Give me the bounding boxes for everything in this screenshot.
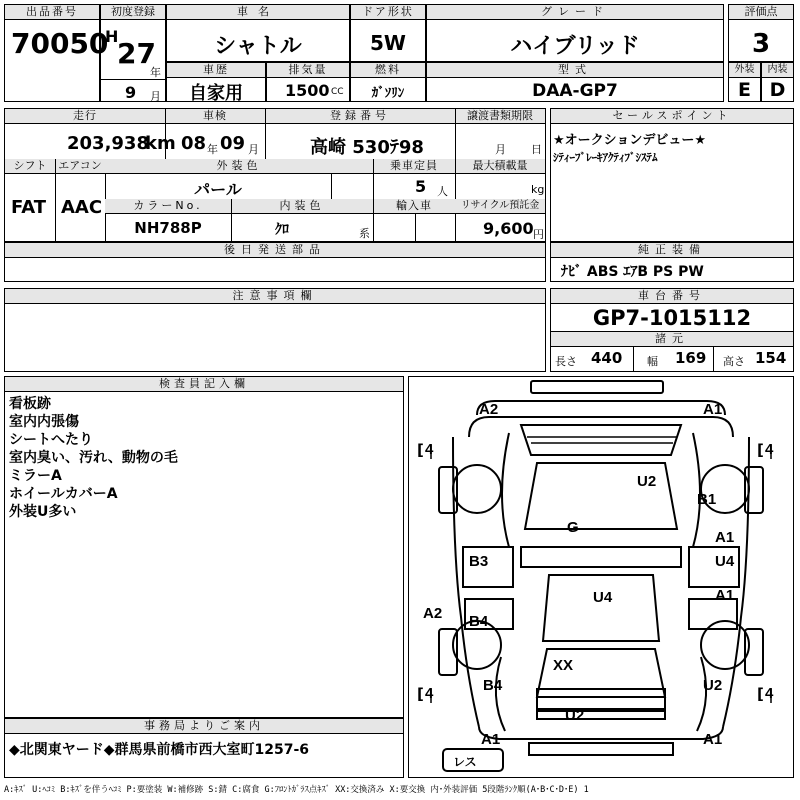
mileage: 203,938 bbox=[67, 133, 149, 154]
equipment: ﾅﾋﾞ ABS ｴｱB PS PW bbox=[561, 264, 704, 280]
displacement: 1500 bbox=[285, 81, 330, 100]
model: DAA-GP7 bbox=[532, 81, 618, 101]
office-address: ◆北関東ヤード◆群馬県前橋市西大室町1257-6 bbox=[9, 742, 310, 758]
mark-quarter-right: U2 bbox=[703, 677, 723, 694]
lot-number: 70050 bbox=[11, 27, 109, 60]
capacity-label: 乗車定員 bbox=[390, 159, 438, 172]
later-parts-box bbox=[4, 242, 546, 282]
width: 169 bbox=[675, 349, 707, 367]
later-parts-label: 後日発送部品 bbox=[5, 243, 545, 258]
inspector-note: ミラーA bbox=[9, 468, 62, 484]
inspector-notes bbox=[9, 395, 178, 521]
office-box bbox=[4, 718, 404, 778]
fuel: ｶﾞｿﾘﾝ bbox=[371, 86, 405, 101]
notes-label: 注意事項欄 bbox=[5, 289, 545, 304]
mark-rear-right: A1 bbox=[703, 731, 723, 748]
exterior-box bbox=[728, 62, 761, 102]
color-no-label: カラーNo. bbox=[133, 199, 203, 212]
notes-box bbox=[4, 288, 546, 372]
door-box bbox=[350, 4, 426, 62]
recycle-fee: 9,600 bbox=[483, 219, 534, 238]
inspection-year-unit: 年 bbox=[207, 143, 218, 156]
fuel-label: 燃料 bbox=[351, 63, 425, 78]
registration-year: 27 bbox=[117, 37, 156, 70]
mark-door-rear-left: B4 bbox=[469, 613, 489, 630]
model-label: 型式 bbox=[427, 63, 723, 78]
mark-windshield: G bbox=[567, 519, 579, 536]
inspection-month: 09 bbox=[220, 133, 246, 154]
interior-color-unit: 系 bbox=[359, 227, 370, 240]
sales-point-box bbox=[550, 108, 794, 242]
transfer-month-unit: 月 bbox=[495, 143, 506, 156]
grade: ハイブリッド bbox=[510, 34, 640, 59]
plate-number: 高崎 530ﾃ98 bbox=[310, 137, 424, 158]
history-label: 車歴 bbox=[167, 63, 265, 78]
sales-point-line-2: ｼﾃｨｰﾌﾞﾚｰｷｱｸﾃｨﾌﾞｼｽﾃﾑ bbox=[553, 151, 658, 164]
damage-legend: A:ｷｽﾞ U:ﾍｺﾐ B:ｷｽﾞを伴うﾍｺﾐ P:要塗装 W:補修跡 S:錆 C:腐食 G:ﾌﾛﾝﾄｶﾞﾗｽ点ｷｽﾞ XX:交換済み X:要交換 内･外装評価 5段階ﾗﾝｸ順(A･B･C･D･E) 1 bbox=[4, 785, 589, 795]
equipment-box bbox=[550, 242, 794, 282]
inspector-label: 検査員記入欄 bbox=[5, 377, 403, 392]
shift: FAT bbox=[11, 197, 47, 218]
fuel-box bbox=[350, 62, 426, 102]
mark-front-left: A2 bbox=[479, 401, 499, 418]
interior-grade: D bbox=[769, 79, 786, 101]
width-label: 幅 bbox=[647, 355, 658, 368]
inspector-note: 看板跡 bbox=[9, 396, 51, 412]
mark-sill-left: A2 bbox=[423, 605, 443, 622]
grade-box bbox=[426, 4, 724, 62]
mark-front-right: A1 bbox=[703, 401, 723, 418]
transfer-label: 譲渡書類期限 bbox=[467, 109, 533, 122]
exterior-label: 外装 bbox=[729, 63, 760, 78]
mileage-label: 走行 bbox=[73, 109, 97, 122]
color-label: 外装色 bbox=[216, 159, 262, 172]
mark-tire-front-right: 4 bbox=[765, 441, 774, 458]
mark-hood: U2 bbox=[637, 473, 657, 490]
load-label: 最大積載量 bbox=[472, 159, 528, 172]
import-label: 輸入車 bbox=[396, 199, 432, 212]
office-label: 事務局よりご案内 bbox=[5, 719, 403, 734]
chassis-label: 車台番号 bbox=[551, 289, 793, 304]
lot-number-label: 出品番号 bbox=[5, 5, 99, 20]
year-unit: 年 bbox=[150, 66, 161, 79]
inspector-note: 室内内張傷 bbox=[9, 414, 79, 430]
ac: AAC bbox=[61, 197, 103, 218]
exterior-color: パール bbox=[194, 180, 242, 199]
height: 154 bbox=[755, 349, 787, 367]
inspector-note: シートへたり bbox=[9, 432, 93, 448]
color-number: NH788P bbox=[134, 219, 202, 237]
mark-door-front-right-top: A1 bbox=[715, 529, 735, 546]
inspector-note: ホイールカバーA bbox=[9, 486, 118, 502]
door-type: 5W bbox=[370, 31, 406, 55]
mark-tire-front-left: 4 bbox=[425, 441, 434, 458]
mileage-unit: km bbox=[145, 133, 176, 154]
history: 自家用 bbox=[189, 83, 243, 104]
mark-door-front-left: B3 bbox=[469, 553, 489, 570]
exterior-grade: E bbox=[738, 79, 751, 101]
inspector-note: 室内臭い、汚れ、動物の毛 bbox=[9, 450, 178, 466]
transfer-day-unit: 日 bbox=[531, 143, 542, 156]
car-name-label: 車名 bbox=[167, 5, 349, 20]
displacement-unit: CC bbox=[331, 87, 344, 97]
displacement-label: 排気量 bbox=[267, 63, 349, 78]
score-box bbox=[728, 4, 794, 62]
car-name: シャトル bbox=[214, 34, 302, 59]
length-label: 長さ bbox=[555, 355, 577, 368]
inspection-month-unit: 月 bbox=[248, 143, 259, 156]
interior-box bbox=[761, 62, 794, 102]
mark-quarter-left: B4 bbox=[483, 677, 503, 694]
equipment-label: 純正装備 bbox=[551, 243, 793, 258]
mark-tire-rear-right: 4 bbox=[765, 685, 774, 702]
inspector-box bbox=[4, 376, 404, 718]
inspection-year: 08 bbox=[181, 133, 207, 154]
mark-tire-rear-left: 4 bbox=[425, 685, 434, 702]
height-label: 高さ bbox=[723, 355, 745, 368]
capacity: 5 bbox=[415, 177, 427, 196]
chassis-box bbox=[550, 288, 794, 372]
score: 3 bbox=[751, 29, 771, 59]
interior-color: ｸﾛ bbox=[275, 222, 289, 238]
interior-label: 内装 bbox=[762, 63, 793, 78]
chassis-number: GP7-1015112 bbox=[592, 306, 752, 330]
door-label: ドア形状 bbox=[351, 5, 425, 20]
shift-label: シフト bbox=[13, 159, 47, 172]
first-registration-label: 初度登録 bbox=[101, 5, 165, 20]
inspector-note: 外装U多い bbox=[9, 504, 77, 520]
mark-rear-left: A1 bbox=[481, 731, 501, 748]
history-box bbox=[166, 62, 266, 102]
mark-rear-bumper: U2 bbox=[565, 707, 585, 724]
month-unit: 月 bbox=[150, 90, 161, 103]
int-color-label: 内装色 bbox=[279, 199, 325, 212]
car-name-box bbox=[166, 4, 350, 62]
mark-spare-tire: レス bbox=[453, 755, 477, 769]
plate-label: 登録番号 bbox=[330, 109, 390, 122]
displacement-box bbox=[266, 62, 350, 102]
ac-label: エアコン bbox=[58, 159, 102, 172]
model-box bbox=[426, 62, 724, 102]
mark-fender-right: B1 bbox=[697, 491, 717, 508]
mark-rocker-right: A1 bbox=[715, 587, 735, 604]
vehicle-details bbox=[4, 108, 546, 242]
era: H bbox=[105, 27, 119, 46]
sales-point-label: セールスポイント bbox=[551, 109, 793, 124]
dims-label: 諸元 bbox=[551, 331, 793, 347]
score-label: 評価点 bbox=[729, 5, 793, 20]
mark-door-front-right: U4 bbox=[715, 553, 735, 570]
registration-month: 9 bbox=[125, 83, 137, 102]
damage-diagram: A2 A1 4 4 U2 B1 G B3 A1 U4 U4 A1 A2 B4 XX B4 U2 4 4 U2 A1 A1 レス [ [ [ [ bbox=[408, 376, 794, 778]
load-unit: kg bbox=[531, 183, 545, 196]
car-outline bbox=[409, 377, 793, 777]
capacity-unit: 人 bbox=[437, 185, 448, 198]
recycle-unit: 円 bbox=[533, 228, 544, 241]
inspection-label: 車検 bbox=[203, 109, 227, 122]
grade-label: グレード bbox=[427, 5, 723, 20]
mark-roof: U4 bbox=[593, 589, 613, 606]
recycle-label: リサイクル預託金 bbox=[460, 200, 540, 211]
lot-number-box bbox=[4, 4, 109, 102]
sales-point-line-1: ★オークションデビュー★ bbox=[553, 133, 707, 148]
first-registration-box bbox=[100, 4, 166, 102]
mark-rear-glass: XX bbox=[553, 657, 574, 674]
length: 440 bbox=[591, 349, 623, 367]
